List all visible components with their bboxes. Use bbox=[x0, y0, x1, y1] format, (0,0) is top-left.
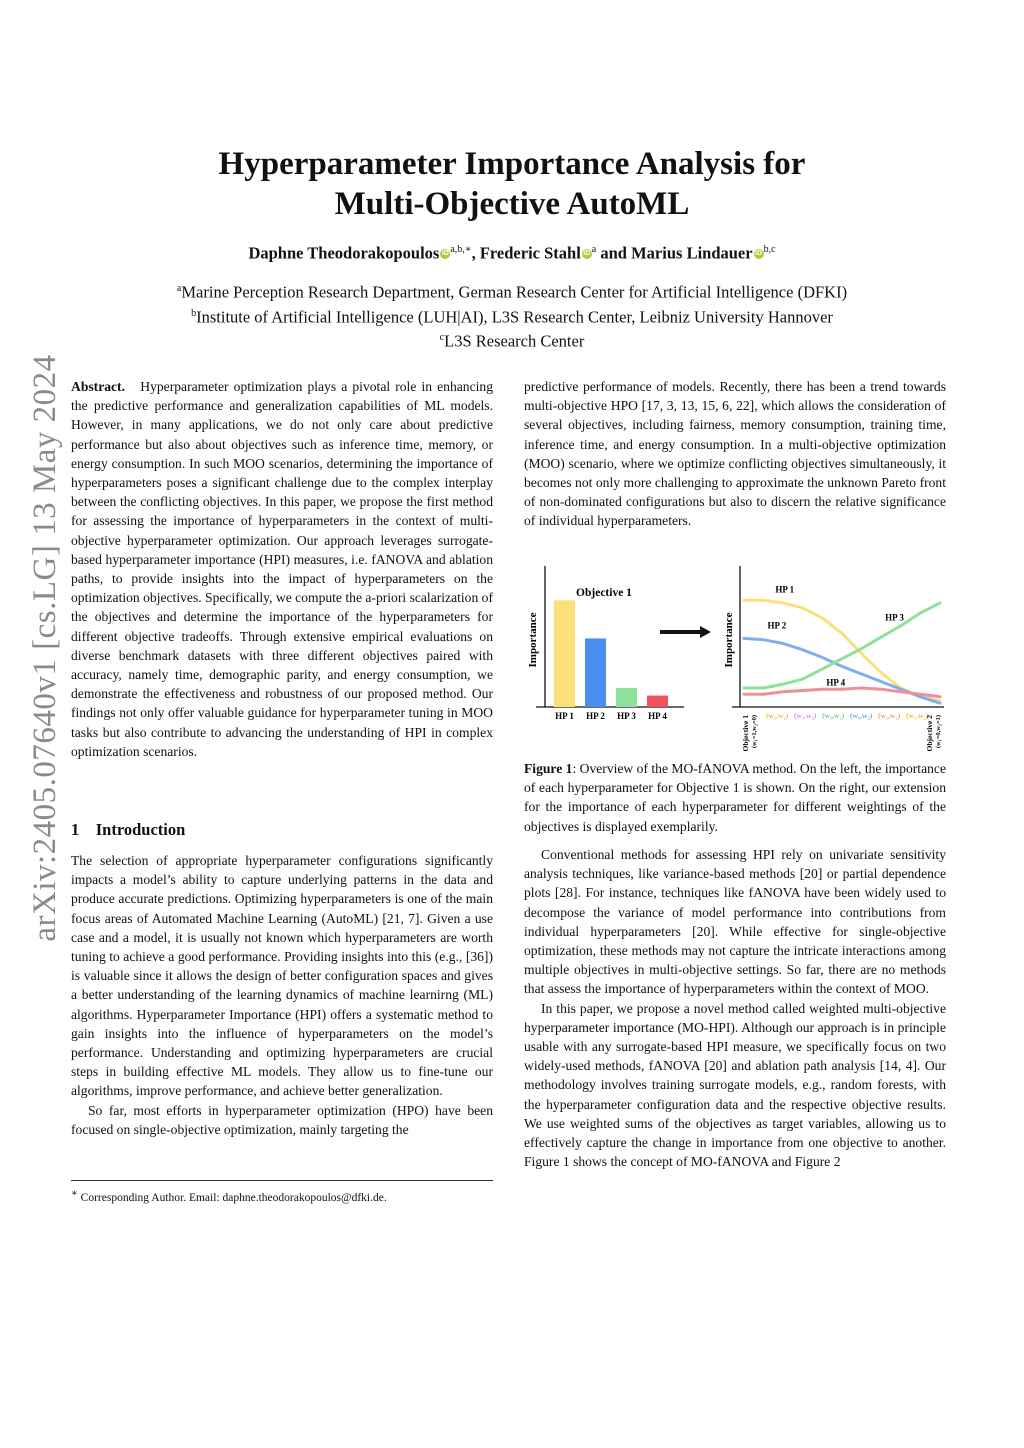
bar-hp3 bbox=[616, 688, 637, 707]
paragraph: So far, most efforts in hyperparameter optimization (HPO) have been focused on single-objective optimization, mainly targeting the bbox=[71, 1102, 493, 1137]
bar-tick-label: HP 3 bbox=[617, 711, 636, 721]
affiliation-line: $^b$Institute of Artificial Intelligence (LUH|AI), L3S Research Center, Leibniz University Hannover bbox=[191, 307, 833, 326]
orcid-icon[interactable]: iD bbox=[583, 249, 591, 257]
weight-label: (w₁,w₂) bbox=[766, 711, 789, 720]
bar-tick-label: HP 2 bbox=[586, 711, 605, 721]
figure-1-graphic bbox=[524, 560, 948, 760]
bar-hp1 bbox=[554, 600, 575, 707]
orcid-icon[interactable]: iD bbox=[755, 249, 763, 257]
affiliation-line: $^c$L3S Research Center bbox=[439, 331, 585, 351]
bar-tick-label: HP 4 bbox=[648, 711, 667, 721]
weight-label: (w₁,w₂) bbox=[906, 711, 929, 720]
right-body bbox=[524, 845, 946, 1171]
paragraph: The selection of appropriate hyperparameter configurations significantly impacts a model’s ability to capture underlying patterns in the data and produce accurate predictions. Optimizing hyperparameters is one of the main focus areas of Automated Machine Learning (AutoML) [21, 7]. Given a use case and a model, it is usually not known which hyperparameters are worth tuning to achieve a good performance. Providing insights into this (e.g., [36]) is valuable since it allows the design of better configuration spaces and gives a better understanding of the learning dynamics of machine learnirng (ML) algorithms. Hyperparameter Importance (HPI) offers a systematic method to gain insights into the influence of hyperparameters on the model’s performance. Understanding and optimizing hyperparameters are crucial steps in building effective ML models. They allow us to fine-tune our algorithms, improve performance, and achieve better generalization. bbox=[71, 853, 493, 1099]
figure-1-caption bbox=[524, 759, 946, 836]
weight-label-group bbox=[766, 711, 929, 720]
paragraph: Conventional methods for assessing HPI rely on univariate sensitivity analysis techniques, like variance-based methods [20] or partial dependence plots [28]. For instance, techniques like fANOVA have been widely used to decompose the variance of model performance into contributions from individual hyperparameters [20]. While effective for single-objective optimization, these methods may not capture the intricate interactions among multiple objectives in multi-objective settings. So far, there are no methods that assess the importance of hyperparameters within the context of MOO. bbox=[524, 847, 946, 997]
author-affiliation-mark: b,c bbox=[763, 244, 776, 255]
series-label: HP 3 bbox=[885, 612, 904, 623]
title-line-1: Hyperparameter Importance Analysis for bbox=[218, 146, 806, 182]
figure-1 bbox=[524, 560, 948, 760]
abstract-label: Abstract. bbox=[71, 379, 125, 394]
caption-label: Figure 1 bbox=[524, 761, 573, 776]
series-label: HP 4 bbox=[826, 677, 846, 688]
left-chart-title: Objective 1 bbox=[576, 587, 632, 599]
right-paragraph-1: predictive performance of models. Recently, there has been a trend towards multi-objective HPO [17, 3, 13, 15, 6, 22], which allows the consideration of several objectives, including fairness, memory consumption, training time, inference time, and energy consumption. In a multi-objective optimization (MOO) scenario, where we optimize conflicting objectives simultaneously, it becomes not only more challenging to approximate the unknown Pareto front of non-dominated configurations but also to discern the relative significance of individual hyperparameters. bbox=[524, 379, 946, 529]
author-name: Daphne Theodorakopoulos bbox=[248, 243, 440, 263]
bar-hp4 bbox=[647, 696, 668, 707]
author-affiliation-mark: a,b,∗ bbox=[450, 244, 472, 255]
weight-label: (w₁,w₂) bbox=[878, 711, 901, 720]
weight-label: (w₁,w₂) bbox=[794, 711, 817, 720]
author-name: Frederic Stahl bbox=[479, 243, 581, 263]
affiliations bbox=[90, 278, 934, 352]
right-ylabel: Importance bbox=[723, 612, 735, 668]
x-start-label: Objective 1 bbox=[741, 715, 750, 752]
abstract-text: Hyperparameter optimization plays a pivotal role in enhancing the predictive performance and generalization capabilities of ML models. However, in many applications, we do not only care about predictive performance but also about objectives such as inference time, memory, or energy consumption. In such MOO scenarios, determining the importance of hyperparameters poses a significant challenge due to the complex interplay between the conflicting objectives. In this paper, we propose the first method for assessing the importance of hyperparameters in the context of multi-objective hyperparameter optimization. Our approach leverages surrogate-based hyperparameter importance (HPI) measures, i.e. fANOVA and ablation paths, to provide insights into the impact of hyperparameters on the optimization objectives. Specifically, we compute the a-priori scalarization of the objectives and determine the importance of the hyperparameters for different objective tradeoffs. Through extensive empirical evaluations on diverse benchmark datasets with three different objectives paired with accuracy, namely time, demographic parity, and energy consumption, we demonstrate the effectiveness and robustness of our proposed method. Our findings not only offer valuable guidance for hyperparameter tuning in MOO tasks but also contribute to advancing the understanding of HPI in complex optimization scenarios. bbox=[71, 379, 493, 759]
series-line-hp4 bbox=[744, 688, 940, 697]
weight-label: (w₁,w₂) bbox=[822, 711, 845, 720]
title-line-2: Multi-Objective AutoML bbox=[334, 186, 690, 222]
series-label: HP 2 bbox=[767, 620, 787, 631]
section-heading: 1 Introduction bbox=[71, 820, 186, 839]
arrow-icon bbox=[700, 626, 711, 638]
bar-group bbox=[554, 600, 668, 721]
orcid-icon[interactable]: iD bbox=[441, 249, 449, 257]
bar-tick-label: HP 1 bbox=[555, 711, 574, 721]
footnote: ∗ Corresponding Author. Email: daphne.theodorakopoulos@dfki.de. bbox=[71, 1188, 387, 1204]
x-start-sub: (w₁=1,w₂=0) bbox=[751, 715, 758, 749]
author-affiliation-mark: a bbox=[591, 244, 597, 255]
series-line-hp3 bbox=[744, 603, 940, 688]
weight-label: (w₁,w₂) bbox=[850, 711, 873, 720]
line-group bbox=[744, 585, 940, 704]
arxiv-identifier: arXiv:2405.07640v1 [cs.LG] 13 May 2024 bbox=[27, 354, 63, 942]
x-end-label: Objective 2 bbox=[925, 715, 934, 752]
x-end-sub: (w₁=0,w₂=1) bbox=[935, 715, 942, 749]
author-name: Marius Lindauer bbox=[631, 243, 753, 263]
paragraph: In this paper, we propose a novel method called weighted multi-objective hyperparameter importance (MO-HPI). Although our approach is in principle usable with any surrogate-based HPI measure, we specifically focus on two widely-used methods, fANOVA [20] and ablation path analysis [14, 4]. Our methodology involves training surrogate models, e.g., random forests, with the hyperparameter configuration data and the respective objective results. We use weighted sums of the objectives as target variables, allowing us to effectively capture the change in importance from one objective to another. Figure 1 shows the concept of MO-fANOVA and Figure 2 bbox=[524, 1000, 946, 1170]
author-list: Daphne Theodorakopoulos iD $^{a,b,∗}$, Frederic Stahl iD $^a$ and Marius Lindauer iD $^{b,c}$ bbox=[248, 243, 776, 263]
series-label: HP 1 bbox=[775, 584, 795, 595]
left-ylabel: Importance bbox=[527, 612, 539, 668]
footnote-rule bbox=[71, 1180, 493, 1181]
intro-body bbox=[71, 851, 493, 1139]
bar-hp2 bbox=[585, 638, 606, 707]
paper-title bbox=[100, 144, 924, 224]
abstract bbox=[71, 377, 493, 761]
caption-text: : Overview of the MO-fANOVA method. On the left, the importance of each hyperparameter for Objective 1 is shown. On the right, our extension for the importance of each hyperparameter for different weightings of the objectives is displayed exemplarily. bbox=[524, 761, 946, 834]
affiliation-line: $^a$Marine Perception Research Department, German Research Center for Artificial Intelligence (DFKI) bbox=[176, 282, 848, 302]
